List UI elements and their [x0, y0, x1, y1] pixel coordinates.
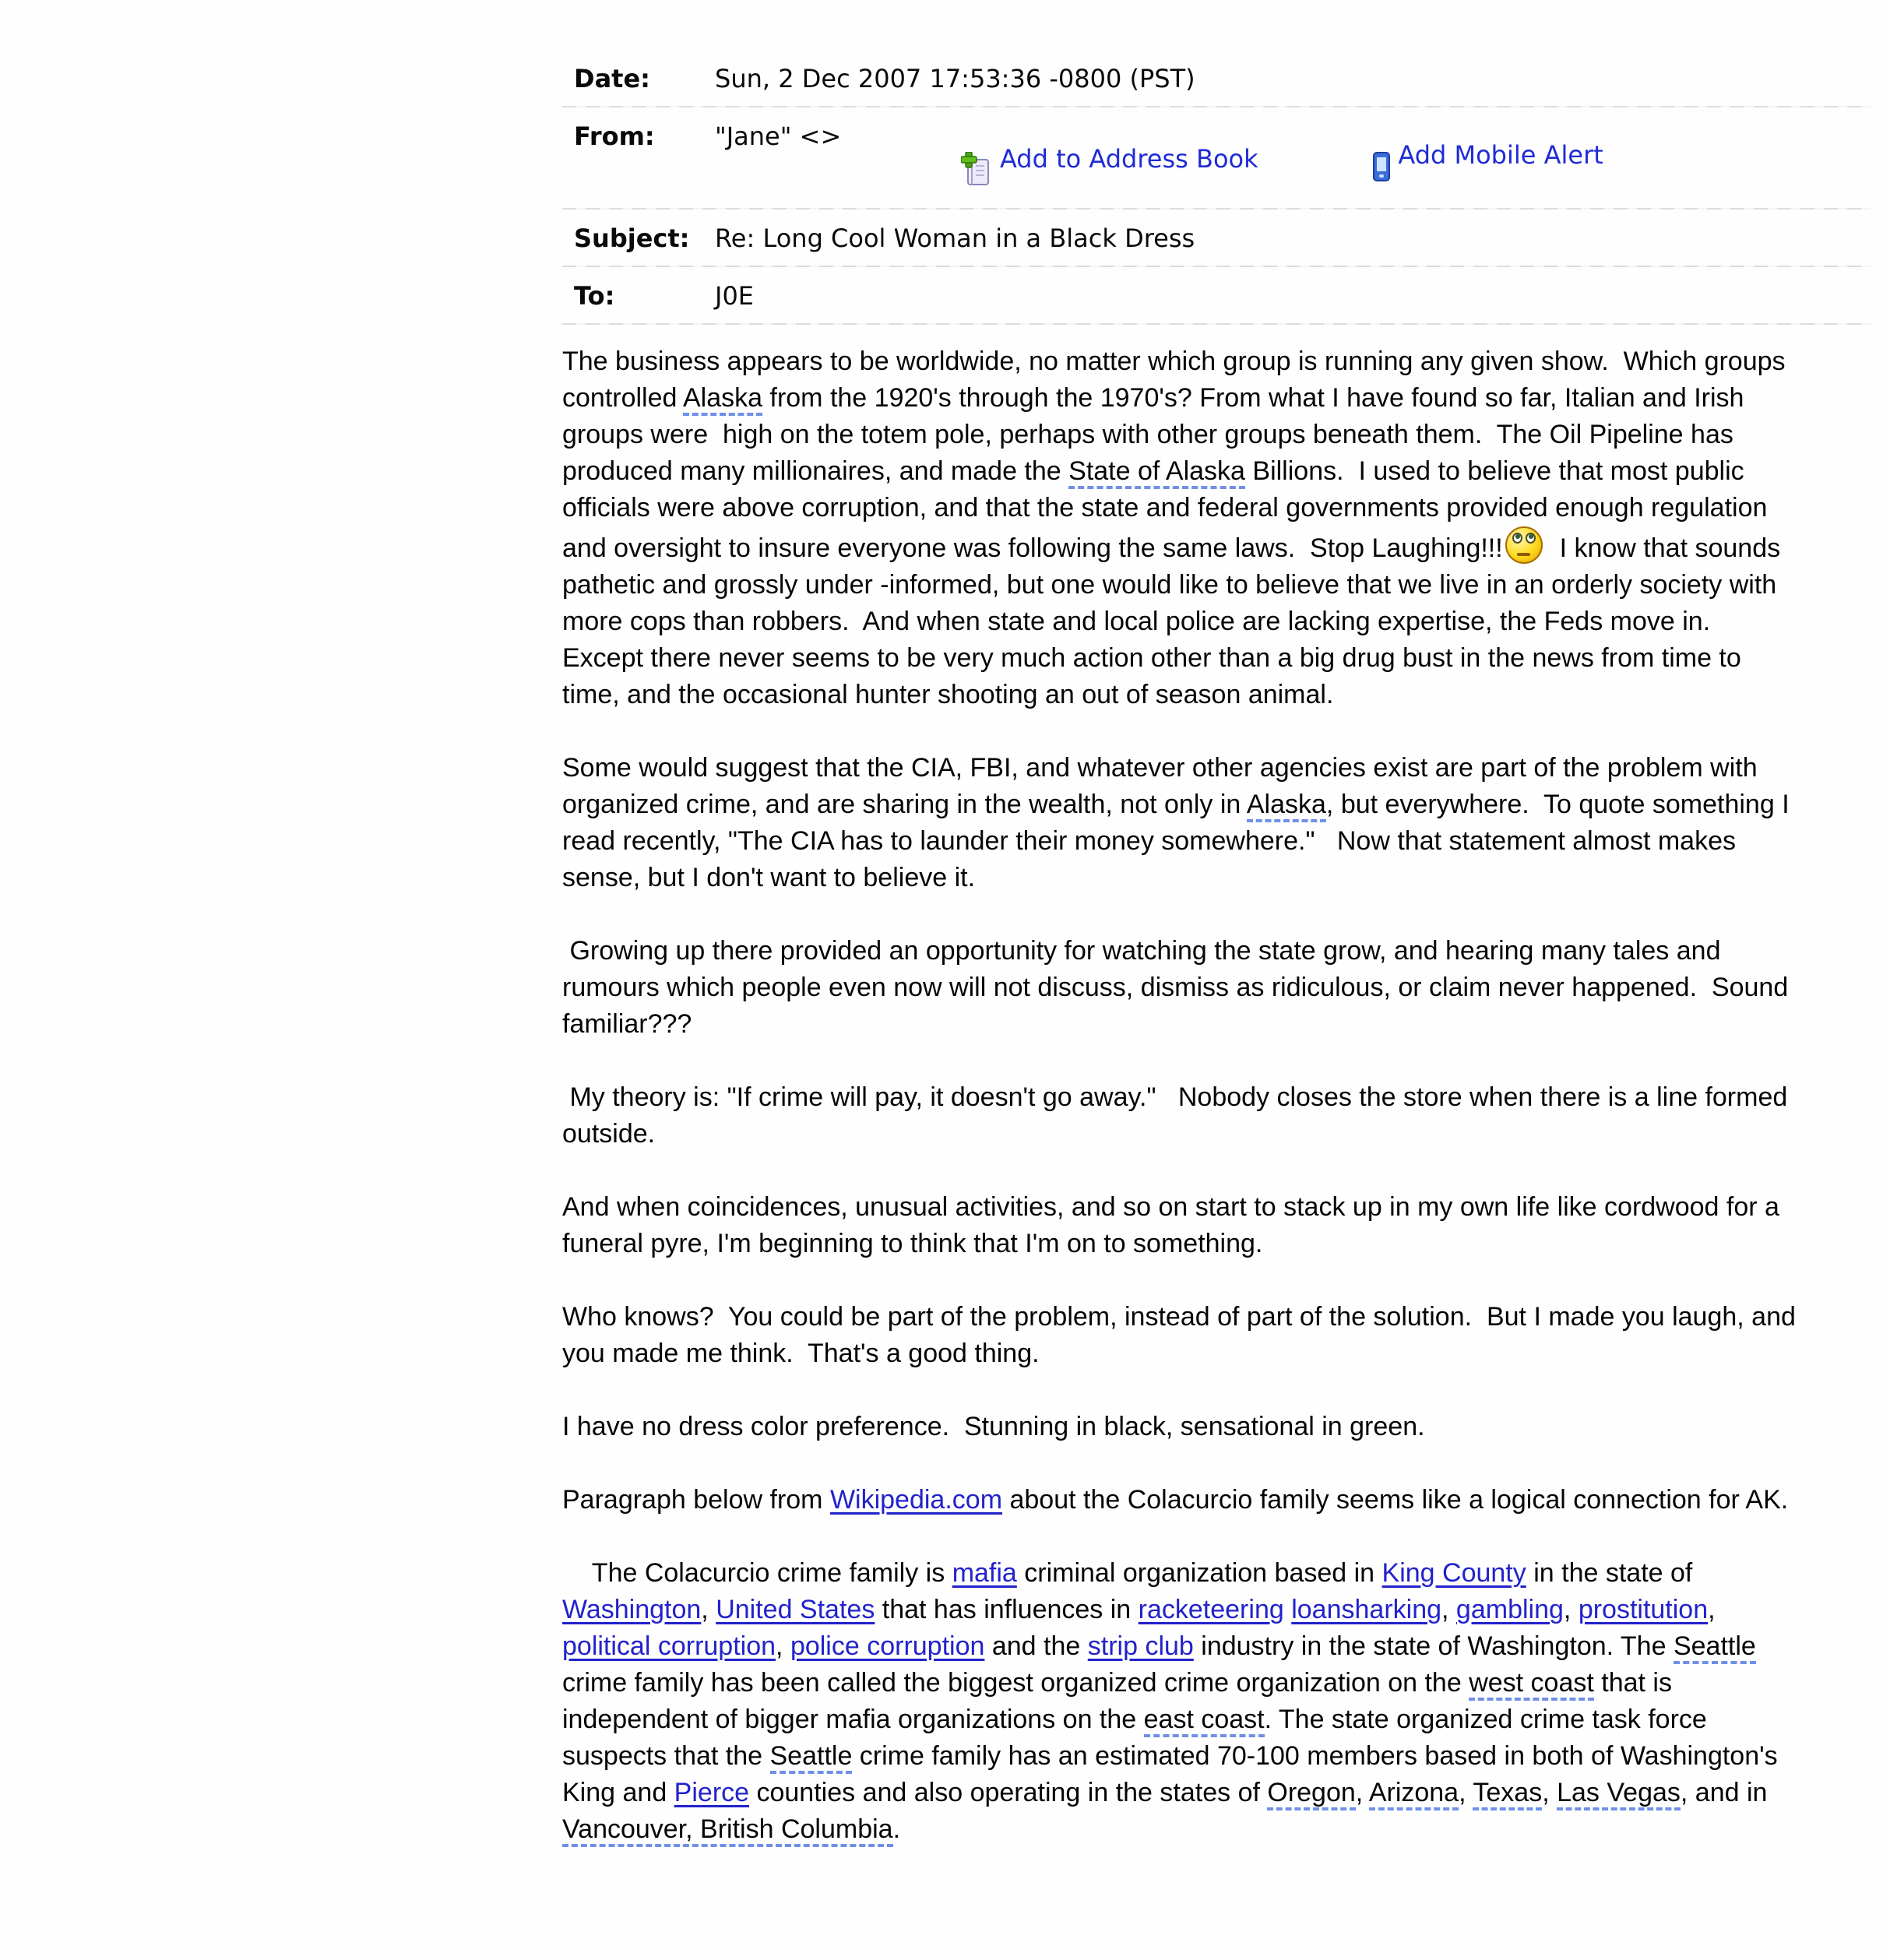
spellcheck-word-oregon: Oregon — [1267, 1778, 1355, 1810]
body-text: crime family has been called the biggest organized crime organization on the — [562, 1631, 1764, 1698]
add-mobile-alert-link[interactable] — [1294, 121, 1603, 188]
body-text: about the Colacurcio family seems like a logical connection for AK. — [1002, 1485, 1789, 1515]
body-text: and the — [984, 1631, 1088, 1661]
paragraph-4 — [562, 1079, 1799, 1152]
body-text: The business appears to be worldwide, no matter which group is running any given show. Which groups controlled — [562, 347, 1793, 413]
link-prostitution[interactable]: prostitution — [1578, 1595, 1709, 1624]
link-political-corruption[interactable]: political corruption — [562, 1631, 776, 1661]
subject-label: Subject: — [574, 223, 690, 253]
link-mafia[interactable]: mafia — [952, 1558, 1017, 1588]
body-text: . — [892, 1814, 901, 1844]
paragraph-7 — [562, 1409, 1799, 1445]
rolling-eyes-smiley-icon — [1505, 526, 1543, 564]
spellcheck-word-texas: Texas — [1473, 1778, 1542, 1810]
body-text: in the state of — [1526, 1558, 1700, 1588]
spellcheck-word-arizona: Arizona — [1369, 1778, 1459, 1810]
header-separator — [562, 323, 1871, 325]
paragraph-5 — [562, 1189, 1799, 1262]
email-body — [562, 343, 1804, 1848]
paragraph-9 — [562, 1555, 1799, 1848]
link-loansharking[interactable]: loansharking — [1291, 1595, 1442, 1624]
body-text: Who knows? You could be part of the problem, instead of part of the solution. But I made you laugh, and you made me think. That's a good thing. — [562, 1302, 1804, 1368]
header-row-from — [562, 107, 1799, 208]
spellcheck-word-alaska: Alaska — [683, 383, 762, 416]
body-text: crime family has an estimated 70-100 members based in both of Washington's King and — [562, 1741, 1786, 1807]
body-text: , — [701, 1595, 716, 1624]
to-value: J0E — [715, 281, 755, 311]
paragraph-8 — [562, 1482, 1799, 1518]
address-book-add-icon — [882, 121, 992, 196]
add-to-address-book-label: Add to Address Book — [999, 143, 1258, 174]
date-value: Sun, 2 Dec 2007 17:53:36 -0800 (PST) — [715, 64, 1195, 93]
header-row-subject — [562, 209, 1799, 266]
body-text: Billions. I used to believe that most public officials were above corruption, and that the state and federal governments provided enough regulation and oversight to insure everyone was following the same laws. Stop Laughing!!! — [562, 456, 1775, 563]
body-text: , — [1355, 1778, 1369, 1807]
add-mobile-alert-label: Add Mobile Alert — [1398, 139, 1603, 170]
paragraph-3 — [562, 933, 1799, 1043]
body-text — [1284, 1595, 1291, 1624]
spellcheck-word-vancouver-british-columbia: Vancouver, British Columbia — [562, 1814, 893, 1847]
body-text: that has influences in — [875, 1595, 1139, 1624]
body-text: , — [1459, 1778, 1473, 1807]
body-text: industry in the state of Washington. The — [1193, 1631, 1674, 1661]
body-text: I have no dress color preference. Stunning in black, sensational in green. — [562, 1412, 1425, 1441]
body-text: , — [1563, 1595, 1579, 1624]
body-text: counties and also operating in the states of — [749, 1778, 1268, 1807]
body-text: The Colacurcio crime family is — [562, 1558, 952, 1588]
email-message — [562, 50, 1804, 1848]
link-strip-club[interactable]: strip club — [1087, 1631, 1194, 1661]
body-text: Some would suggest that the CIA, FBI, and whatever other agencies exist are part of the problem with organized crime, and are sharing in the wealth, not only in — [562, 753, 1765, 819]
to-label: To: — [574, 281, 615, 311]
header-row-date — [562, 50, 1799, 106]
link-racketeering[interactable]: racketeering — [1138, 1595, 1284, 1624]
spellcheck-word-seattle: Seattle — [1674, 1631, 1756, 1664]
email-header — [562, 50, 1799, 325]
paragraph-2 — [562, 750, 1799, 896]
body-text: , — [1441, 1595, 1456, 1624]
paragraph-1 — [562, 343, 1799, 713]
body-text: from the 1920's through the 1970's? From what I have found so far, Italian and Irish groups were high on the totem pole, perhaps with other groups beneath them. The Oil Pipeline has produced many millionaires, and made the — [562, 383, 1751, 486]
body-text: My theory is: "If crime will pay, it doesn't go away." Nobody closes the store when there is a line formed outside. — [562, 1082, 1795, 1149]
body-text: . The state organized crime task force suspects that the — [562, 1705, 1715, 1771]
spellcheck-word-west-coast: west coast — [1469, 1668, 1594, 1701]
from-address: "Jane" <> — [715, 121, 842, 151]
link-gambling[interactable]: gambling — [1455, 1595, 1564, 1624]
spellcheck-word-seattle: Seattle — [770, 1741, 853, 1774]
body-text: , — [1708, 1595, 1723, 1624]
link-king-county[interactable]: King County — [1381, 1558, 1526, 1588]
header-row-to — [562, 267, 1799, 323]
date-label: Date: — [574, 64, 650, 93]
body-text: , and in — [1680, 1778, 1775, 1807]
subject-value: Re: Long Cool Woman in a Black Dress — [715, 223, 1195, 253]
mobile-phone-icon — [1294, 121, 1391, 188]
add-to-address-book-link[interactable] — [882, 121, 1258, 196]
body-text: , but everywhere. To quote something I read recently, "The CIA has to launder their money somewhere." Now that statement almost makes sense, but I don't want to believe it. — [562, 790, 1797, 892]
link-washington[interactable]: Washington — [562, 1595, 702, 1624]
body-text: Paragraph below from — [562, 1485, 830, 1515]
from-label: From: — [574, 121, 655, 151]
from-value — [715, 121, 1603, 196]
spellcheck-word-state-of-alaska: State of Alaska — [1068, 456, 1245, 489]
body-text: that is independent of bigger mafia organizations on the — [562, 1668, 1680, 1734]
body-text: , — [1542, 1778, 1557, 1807]
link-pierce[interactable]: Pierce — [674, 1778, 750, 1807]
body-text: I know that sounds pathetic and grossly under -informed, but one would like to believe that we live in an orderly society with more cops than robbers. And when state and local police are lacking expertise, the Feds move in. Except there never seems to be very much action other than a big drug bust in the news from time to time, and the occasional hunter shooting an out of season animal. — [562, 533, 1788, 709]
link-wikipedia-com[interactable]: Wikipedia.com — [829, 1485, 1003, 1515]
spellcheck-word-east-coast: east coast — [1144, 1705, 1265, 1737]
spellcheck-word-alaska: Alaska — [1247, 790, 1326, 822]
body-text: And when coincidences, unusual activities, and so on start to stack up in my own life like cordwood for a funeral pyre, I'm beginning to think that I'm on to something. — [562, 1192, 1787, 1258]
body-text: criminal organization based in — [1016, 1558, 1382, 1588]
link-police-corruption[interactable]: police corruption — [790, 1631, 985, 1661]
body-text: Growing up there provided an opportunity for watching the state grow, and hearing many tales and rumours which people even now will not discuss, dismiss as ridiculous, or claim never happened. Sound familiar??? — [562, 936, 1796, 1039]
paragraph-6 — [562, 1299, 1804, 1372]
spellcheck-word-las-vegas: Las Vegas — [1557, 1778, 1681, 1810]
body-text: , — [776, 1631, 790, 1661]
link-united-states[interactable]: United States — [716, 1595, 875, 1624]
